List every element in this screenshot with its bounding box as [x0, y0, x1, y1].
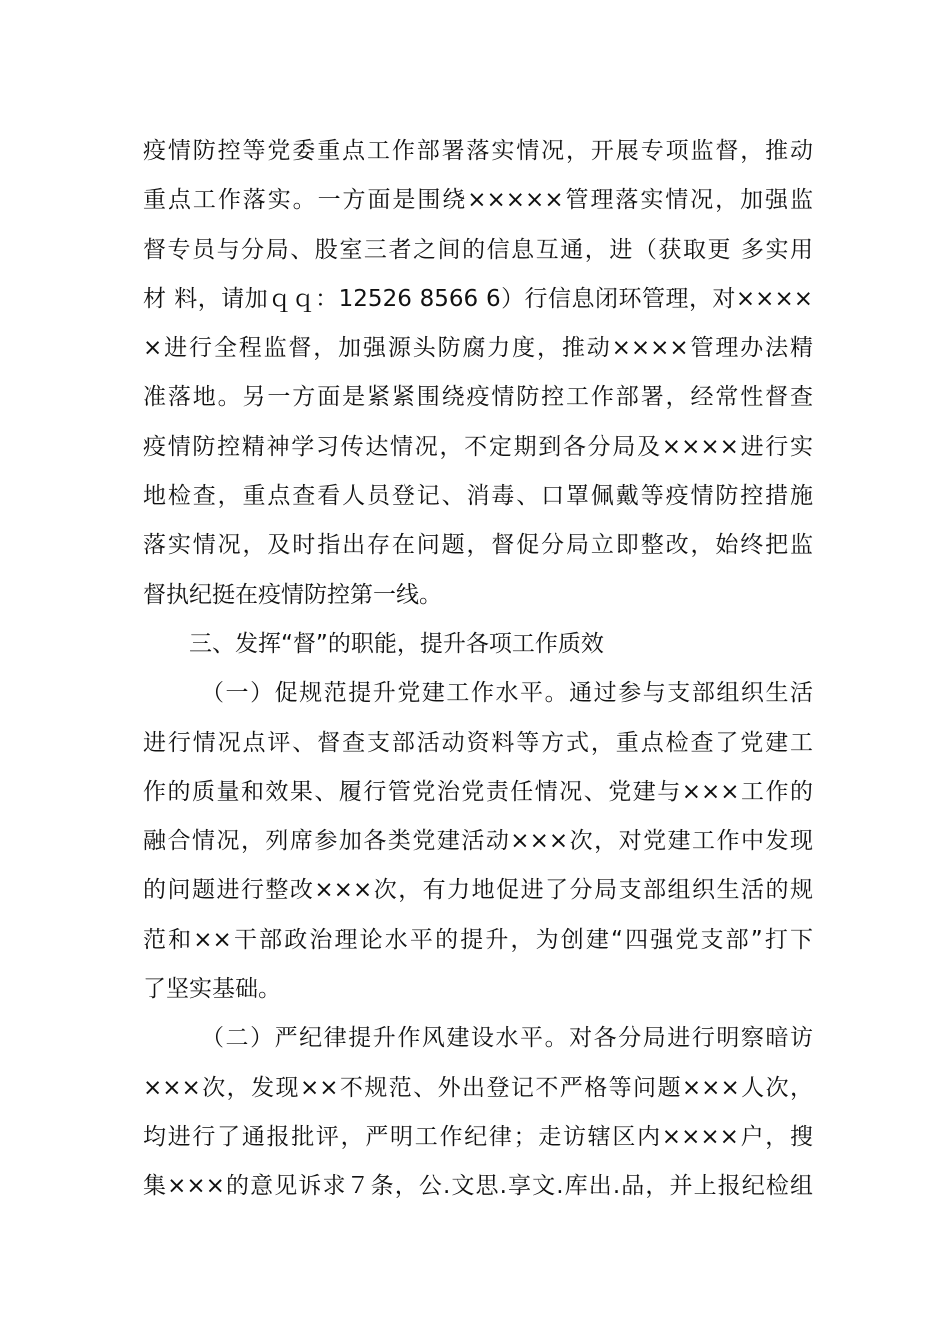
body-line: 融合情况，列席参加各类党建活动×××次，对党建工作中发现	[143, 828, 813, 855]
body-line: 材 料，请加ｑｑ：12526 8566 6）行信息闭环管理，对××××	[143, 285, 813, 312]
body-line: 重点工作落实。一方面是围绕×××××管理落实情况，加强监	[143, 187, 813, 214]
body-line: 落实情况，及时指出存在问题，督促分局立即整改，始终把监	[143, 532, 813, 559]
subsection-first-line: （一）促规范提升党建工作水平。通过参与支部组织生活	[201, 680, 813, 707]
paragraph-end-line: 了坚实基础。	[143, 976, 281, 1003]
body-line: 进行情况点评、督查支部活动资料等方式，重点检查了党建工	[143, 729, 813, 756]
body-line: ×进行全程监督，加强源头防腐力度，推动××××管理办法精	[143, 335, 813, 362]
body-line: 均进行了通报批评，严明工作纪律；走访辖区内××××户，搜	[143, 1123, 813, 1150]
body-line: 作的质量和效果、履行管党治党责任情况、党建与×××工作的	[143, 778, 813, 805]
document-body	[143, 127, 813, 1212]
paragraph-end-line: 督执纪挺在疫情防控第一线。	[143, 581, 442, 608]
body-line: 准落地。另一方面是紧紧围绕疫情防控工作部署，经常性督查	[143, 384, 813, 411]
body-line: 范和××干部政治理论水平的提升，为创建“四强党支部”打下	[143, 926, 813, 953]
body-line: 的问题进行整改×××次，有力地促进了分局支部组织生活的规	[143, 877, 813, 904]
body-line: 疫情防控等党委重点工作部署落实情况，开展专项监督，推动	[143, 138, 813, 164]
body-line: 疫情防控精神学习传达情况，不定期到各分局及××××进行实	[143, 433, 813, 460]
subsection-first-line: （二）严纪律提升作风建设水平。对各分局进行明察暗访	[201, 1025, 813, 1052]
body-line: 地检查，重点查看人员登记、消毒、口罩佩戴等疫情防控措施	[143, 483, 813, 510]
section-heading: 三、发挥“督”的职能，提升各项工作质效	[189, 630, 604, 657]
body-line: ×××次，发现××不规范、外出登记不严格等问题×××人次，	[143, 1074, 813, 1101]
body-line: 督专员与分局、股室三者之间的信息互通，进（获取更 多实用	[143, 236, 813, 263]
body-line: 集×××的意见诉求７条，公.文思.享文.库出.品，并上报纪检组	[143, 1173, 813, 1200]
